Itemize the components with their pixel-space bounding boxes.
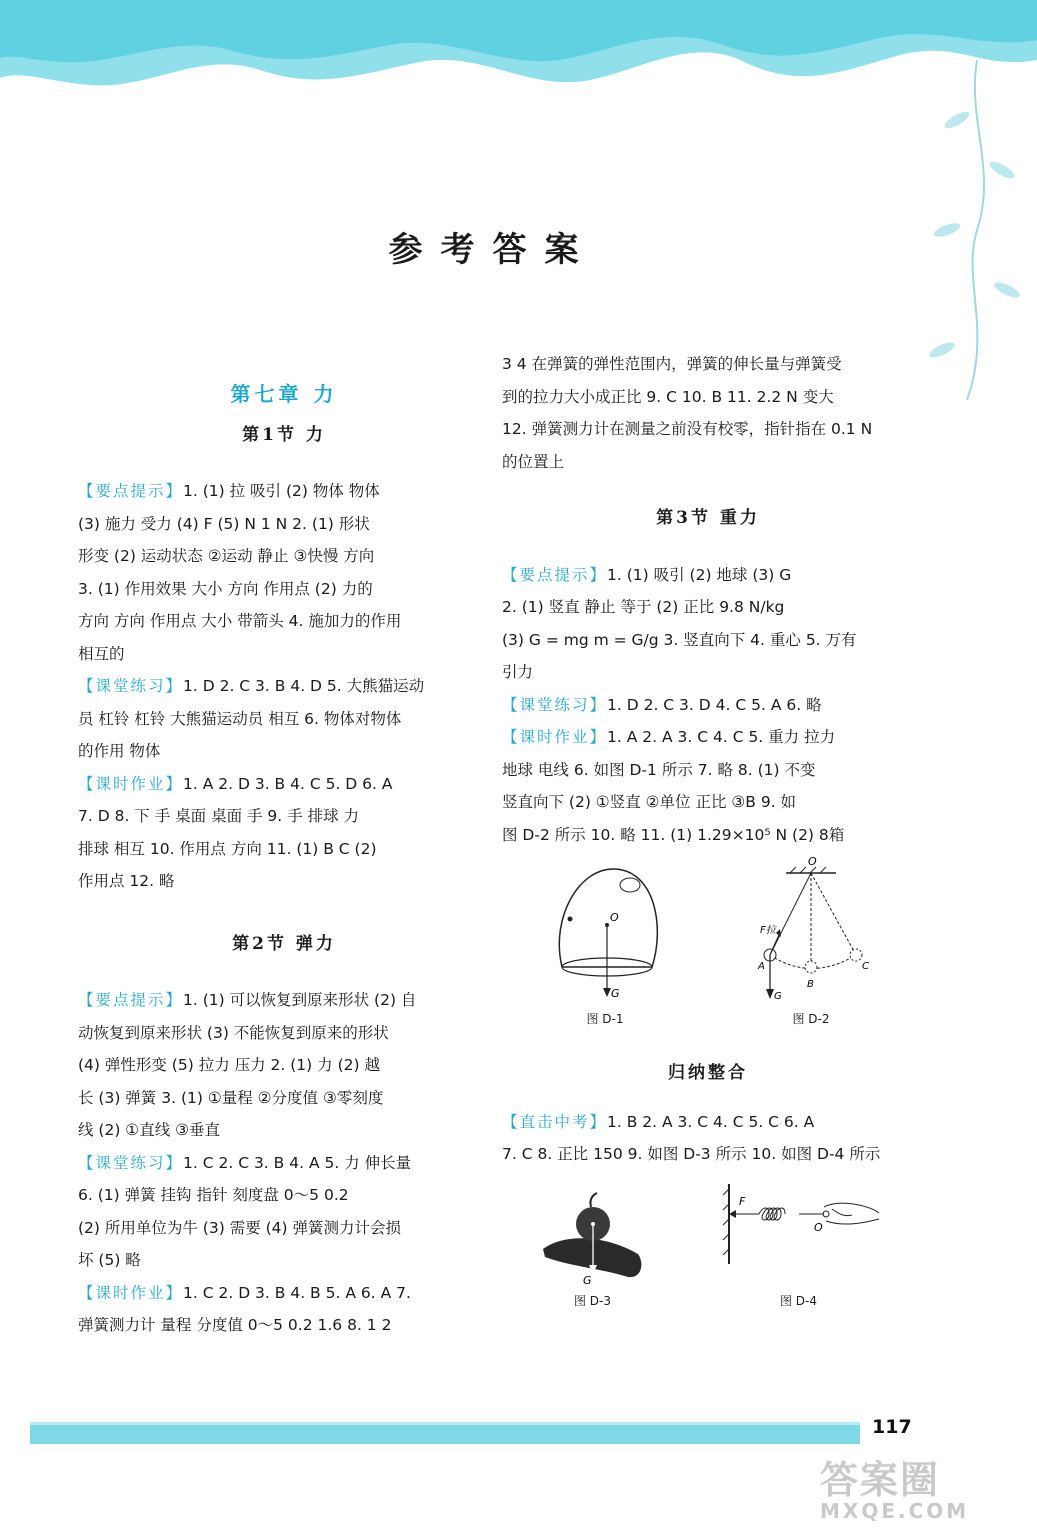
section-1-line <box>78 605 490 638</box>
answer-category-tag: 【课时作业】 <box>78 774 184 793</box>
section-2-cont-line: 3 4 在弹簧的弹性范围内，弹簧的伸长量与弹簧受 <box>502 355 842 373</box>
section-3-line <box>502 819 914 852</box>
answer-category-tag: 【课堂练习】 <box>78 1153 184 1172</box>
section-2-line <box>78 984 490 1017</box>
answer-text: 1. C 2. D 3. B 4. B 5. A 6. A 7. <box>183 1283 411 1302</box>
summary-answers <box>502 1106 914 1171</box>
watermark-url: MXQE.COM <box>820 1499 970 1523</box>
section-heading-2: 第2节 弹力 <box>232 933 336 954</box>
svg-text:C: C <box>862 961 869 972</box>
section-heading-1: 第1节 力 <box>242 424 326 445</box>
section-2-line <box>78 1114 490 1147</box>
answer-text: (3) G = mg m = G/g 3. 竖直向下 4. 重心 5. 万有 <box>502 630 857 649</box>
section-1-line <box>78 670 490 703</box>
svg-text:A: A <box>758 961 765 972</box>
header-wave-banner <box>0 0 1037 130</box>
answer-category-tag: 【直击中考】 <box>502 1112 608 1131</box>
answer-text: 作用点 12. 略 <box>78 872 175 890</box>
svg-text:G: G <box>774 991 782 1002</box>
section-2-cont-line: 到的拉力大小成正比 9. C 10. B 11. 2.2 N 变大 <box>502 387 834 406</box>
answer-text: 3. (1) 作用效果 大小 方向 作用点 (2) 力的 <box>78 579 373 598</box>
section-2-line <box>78 1017 490 1050</box>
section-1-line <box>78 475 490 508</box>
answer-text: 1. A 2. A 3. C 4. C 5. 重力 拉力 <box>607 728 836 746</box>
page-title: 参考答案 <box>388 230 597 270</box>
section-1-line <box>78 508 490 541</box>
answer-text: 7. C 8. 正比 150 9. 如图 D-3 所示 10. 如图 D-4 所示 <box>502 1145 881 1163</box>
answer-text: 动恢复到原来形状 (3) 不能恢复到原来的形状 <box>78 1023 389 1042</box>
section-2-line <box>78 1244 490 1277</box>
bell-diagram <box>540 857 670 1007</box>
section-2-line <box>78 1082 490 1115</box>
answer-text: 1. D 2. C 3. B 4. D 5. 大熊猫运动 <box>183 677 425 695</box>
answer-text: 1. C 2. C 3. B 4. A 5. 力 伸长量 <box>183 1153 412 1172</box>
svg-text:O: O <box>610 911 619 924</box>
footer-bar <box>30 1422 860 1444</box>
answer-text: 地球 电线 6. 如图 D-1 所示 7. 略 8. (1) 不变 <box>502 760 816 779</box>
svg-text:G: G <box>611 987 620 1000</box>
section-1-line <box>78 735 490 768</box>
answer-text: 排球 相互 10. 作用点 方向 11. (1) B C (2) <box>78 839 377 858</box>
svg-text:F: F <box>738 1194 745 1208</box>
section-2-line <box>78 1049 490 1082</box>
figure-d2-caption: 图 D-2 <box>792 1012 830 1026</box>
section-3-line <box>502 721 914 754</box>
svg-text:G: G <box>582 1273 592 1287</box>
answer-category-tag: 【要点提示】 <box>78 482 184 500</box>
section-3-line <box>502 624 914 657</box>
section-3-line <box>502 689 914 722</box>
answer-category-tag: 【课堂练习】 <box>502 695 608 714</box>
right-column <box>502 348 914 1309</box>
answer-category-tag: 【课时作业】 <box>502 728 608 746</box>
answer-text: 线 (2) ①直线 ③垂直 <box>78 1121 221 1139</box>
answer-text: 相互的 <box>78 644 125 663</box>
answer-text: 长 (3) 弹簧 3. (1) ①量程 ②分度值 ③零刻度 <box>78 1088 384 1107</box>
answer-text: 竖直向下 (2) ①竖直 ②单位 正比 ③B 9. 如 <box>502 793 797 811</box>
section-2-line <box>78 1277 490 1310</box>
section-3-line <box>502 656 914 689</box>
answer-text: 1. (1) 可以恢复到原来形状 (2) 自 <box>183 991 417 1009</box>
answer-text: 7. D 8. 下 手 桌面 桌面 手 9. 手 排球 力 <box>78 807 359 825</box>
section-1-line <box>78 800 490 833</box>
section-3-line <box>502 591 914 624</box>
section-3-line <box>502 786 914 819</box>
answer-text: 弹簧测力计 量程 分度值 0～5 0.2 1.6 8. 1 2 <box>78 1316 392 1334</box>
answer-text: 坏 (5) 略 <box>78 1251 141 1269</box>
answer-category-tag: 【课堂练习】 <box>78 677 184 695</box>
page-number: 117 <box>872 1416 912 1438</box>
section-2-cont-line: 12. 弹簧测力计在测量之前没有校零，指针指在 0.1 N <box>502 420 873 438</box>
svg-text:O: O <box>813 1220 823 1234</box>
section-1-line <box>78 573 490 606</box>
answer-text: 1. B 2. A 3. C 4. C 5. C 6. A <box>607 1112 815 1131</box>
left-column <box>78 378 490 1342</box>
section-1-line <box>78 833 490 866</box>
section-1-line <box>78 638 490 671</box>
figure-d2 <box>746 857 876 1027</box>
answer-text: (4) 弹性形变 (5) 拉力 压力 2. (1) 力 (2) 越 <box>78 1056 380 1074</box>
section-1-answers <box>78 475 490 898</box>
answer-text: 图 D-2 所示 10. 略 11. (1) 1.29×10⁵ N (2) 8箱 <box>502 825 845 844</box>
answer-text: 引力 <box>502 663 534 681</box>
answer-text: 员 杠铃 杠铃 大熊猫运动员 相互 6. 物体对物体 <box>78 709 402 728</box>
answer-text: 1. D 2. C 3. D 4. C 5. A 6. 略 <box>607 695 822 714</box>
answer-text: (3) 施力 受力 (4) F (5) N 1 N 2. (1) 形状 <box>78 514 370 533</box>
chapter-title: 第七章 力 <box>230 382 338 406</box>
section-heading-3: 第3节 重力 <box>656 508 760 528</box>
section-1-line <box>78 540 490 573</box>
summary-line <box>502 1106 914 1139</box>
answer-category-tag: 【要点提示】 <box>78 991 184 1009</box>
figure-d1-caption: 图 D-1 <box>586 1012 624 1026</box>
figure-d1 <box>540 857 670 1027</box>
answer-text: (2) 所用单位为牛 (3) 需要 (4) 弹簧测力计会损 <box>78 1218 402 1237</box>
section-2-continued <box>502 348 914 478</box>
watermark <box>820 1460 1030 1530</box>
section-2-cont-line: 的位置上 <box>502 452 565 471</box>
section-2-line <box>78 1309 490 1342</box>
apple-on-hand-diagram <box>533 1179 653 1289</box>
answer-category-tag: 【课时作业】 <box>78 1283 184 1302</box>
figure-d4-caption: 图 D-4 <box>779 1293 818 1308</box>
svg-text:F拉: F拉 <box>760 925 776 936</box>
answer-text: 1. (1) 拉 吸引 (2) 物体 物体 <box>183 482 380 500</box>
svg-text:O: O <box>808 857 817 868</box>
answer-text: 的作用 物体 <box>78 742 161 760</box>
section-3-answers <box>502 559 914 852</box>
section-2-answers <box>78 984 490 1342</box>
section-2-line <box>78 1147 490 1180</box>
summary-heading: 归纳整合 <box>668 1063 748 1083</box>
section-2-line <box>78 1179 490 1212</box>
figure-d3-caption: 图 D-3 <box>573 1293 612 1308</box>
pendulum-diagram <box>746 857 876 1007</box>
answer-text: 1. (1) 吸引 (2) 地球 (3) G <box>607 565 792 584</box>
answer-category-tag: 【要点提示】 <box>502 565 608 584</box>
section-1-line <box>78 703 490 736</box>
svg-text:B: B <box>807 979 814 990</box>
summary-line <box>502 1138 914 1171</box>
section-3-line <box>502 754 914 787</box>
answer-text: 6. (1) 弹簧 挂钩 指针 刻度盘 0～5 0.2 <box>78 1186 349 1204</box>
section-3-line <box>502 559 914 592</box>
watermark-text: 答案圈 <box>820 1458 941 1502</box>
figure-d3 <box>533 1179 653 1309</box>
section-2-line <box>78 1212 490 1245</box>
spring-pull-diagram <box>714 1179 884 1289</box>
answer-text: 1. A 2. D 3. B 4. C 5. D 6. A <box>183 774 393 793</box>
answer-text: 方向 方向 作用点 大小 带箭头 4. 施加力的作用 <box>78 612 402 630</box>
answer-text: 2. (1) 竖直 静止 等于 (2) 正比 9.8 N/kg <box>502 598 785 616</box>
section-1-line <box>78 768 490 801</box>
section-1-line <box>78 865 490 898</box>
figure-d4 <box>714 1179 884 1309</box>
answer-text: 形变 (2) 运动状态 ②运动 静止 ③快慢 方向 <box>78 547 375 565</box>
